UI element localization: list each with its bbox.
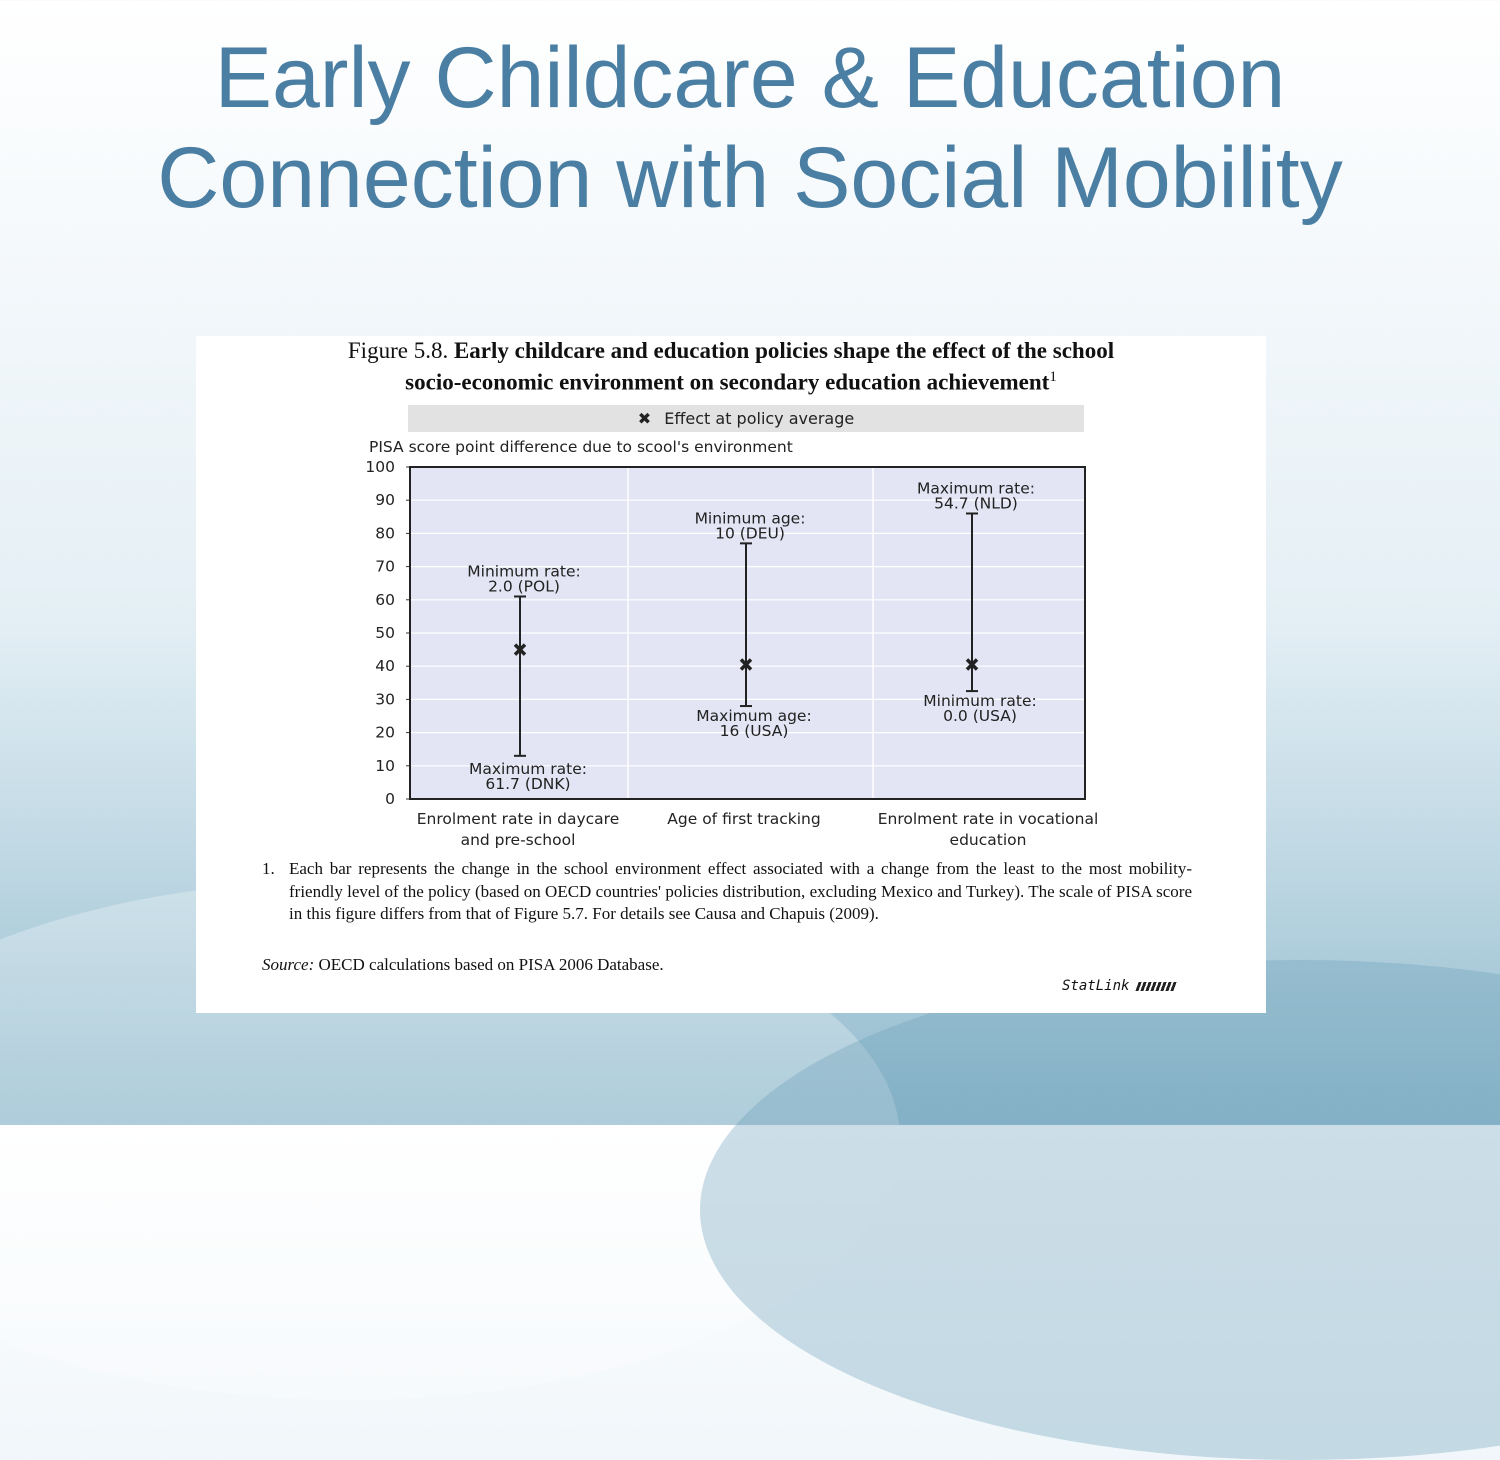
footnote-text: Each bar represents the change in the school environment effect associated with a change from the least to the most mobility-friendly level of the policy (based on OECD countries' policies distribution, excluding Mexico and Turkey). The scale of PISA score in this figure differs from that of Figure 5.7. For details see Causa and Chapuis (2009).	[289, 859, 1192, 923]
y-tick-label: 60	[375, 590, 395, 609]
x-category-label-line-2: education	[949, 831, 1027, 849]
y-tick-label: 30	[375, 690, 395, 709]
low-annotation-line-2: 16 (USA)	[719, 722, 789, 741]
x-category-label-line-1: Enrolment rate in vocational	[877, 810, 1099, 828]
low-annotation-line-1: Maximum age:	[696, 707, 812, 726]
source-note	[262, 955, 664, 975]
slide-title	[0, 28, 1500, 228]
footnote-marker: 1	[1049, 369, 1057, 385]
figure-caption-line-2: socio-economic environment on secondary education achievement	[405, 369, 1050, 395]
source-label: Source:	[262, 955, 315, 974]
y-tick-label: 20	[375, 723, 395, 742]
y-tick-label: 100	[365, 458, 395, 476]
y-tick-label: 90	[375, 491, 395, 510]
legend-label: Effect at policy average	[664, 409, 855, 428]
x-category-label-line-1: Enrolment rate in daycare	[416, 810, 620, 828]
y-tick-label: 50	[375, 624, 395, 642]
low-annotation-line-2: 0.0 (USA)	[943, 707, 1017, 726]
statlink[interactable]	[1062, 978, 1175, 994]
low-annotation-line-1: Maximum rate:	[468, 759, 588, 778]
footnote	[262, 858, 1192, 926]
y-tick-label: 40	[375, 657, 395, 676]
statlink-barcode-icon	[1136, 982, 1177, 991]
y-tick-label: 70	[375, 557, 395, 576]
figure-image	[196, 336, 1266, 1013]
high-annotation-line-1: Minimum age:	[694, 509, 806, 528]
y-tick-label: 80	[375, 524, 395, 543]
low-annotation-line-1: Minimum rate:	[923, 692, 1037, 711]
high-annotation-line-2: 2.0 (POL)	[488, 577, 560, 596]
legend-cross-icon: ✖	[637, 409, 652, 428]
x-category-label-line-1: Age of first tracking	[667, 810, 821, 828]
x-category-label-line-2: and pre-school	[460, 831, 576, 849]
figure-number: Figure 5.8.	[347, 338, 449, 363]
high-annotation-line-2: 54.7 (NLD)	[934, 494, 1018, 513]
errorbar-chart	[196, 336, 1266, 856]
statlink-label: StatLink	[1062, 978, 1130, 994]
y-tick-label: 10	[375, 756, 395, 775]
slide-title-line-1: Early Childcare & Education	[214, 30, 1286, 126]
high-annotation-line-2: 10 (DEU)	[715, 524, 785, 543]
low-annotation-line-2: 61.7 (DNK)	[485, 774, 571, 793]
y-axis-label: PISA score point difference due to scool's environment	[369, 438, 793, 456]
high-annotation-line-1: Maximum rate:	[916, 479, 1036, 498]
footnote-number: 1.	[262, 859, 275, 878]
slide-title-line-2: Connection with Social Mobility	[157, 130, 1343, 226]
source-text: OECD calculations based on PISA 2006 Database.	[318, 955, 664, 974]
figure-caption-line-1: Early childcare and education policies shape the effect of the school	[453, 338, 1115, 363]
y-tick-label: 0	[385, 790, 395, 808]
high-annotation-line-1: Minimum rate:	[467, 562, 581, 581]
